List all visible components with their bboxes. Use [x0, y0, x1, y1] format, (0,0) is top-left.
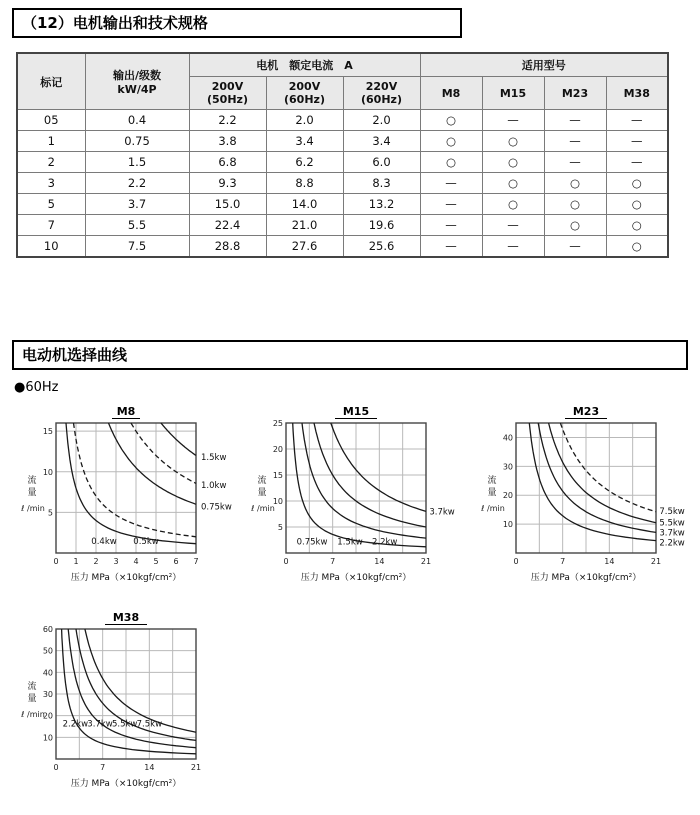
model-applicability-cell: ○	[420, 110, 482, 131]
current-cell: 3.4	[343, 131, 420, 152]
model-applicability-cell: —	[482, 236, 544, 258]
output-cell: 3.7	[85, 194, 189, 215]
output-cell: 2.2	[85, 173, 189, 194]
curve-label: 7.5kw	[659, 506, 685, 517]
svg-text:30: 30	[42, 690, 53, 699]
model-applicability-cell: ○	[482, 152, 544, 173]
y-axis-unit-label: ℓ /min	[21, 504, 45, 513]
spec-table	[16, 52, 669, 258]
chart-title: M8	[116, 405, 136, 418]
table-row	[17, 152, 668, 173]
curve-label: 1.5kw	[337, 537, 363, 548]
curve-label: 0.75kw	[201, 502, 232, 513]
col-header-applicable-models: 适用型号	[420, 53, 668, 77]
spec-table-body	[17, 110, 668, 258]
mark-cell: 05	[17, 110, 85, 131]
current-cell: 2.0	[266, 110, 343, 131]
current-cell: 2.0	[343, 110, 420, 131]
mark-cell: 2	[17, 152, 85, 173]
power-curve-7.5kw	[560, 423, 656, 512]
svg-text:6: 6	[173, 557, 179, 566]
current-cell: 6.8	[189, 152, 266, 173]
current-cell: 3.4	[266, 131, 343, 152]
col-header-mark: 标记	[17, 53, 85, 110]
svg-text:50: 50	[42, 646, 53, 656]
model-applicability-cell: —	[544, 152, 606, 173]
model-applicability-cell: ○	[544, 194, 606, 215]
chart-title: M15	[342, 405, 370, 418]
svg-text:60: 60	[42, 625, 53, 634]
curve-label: 3.7kw	[87, 719, 113, 730]
current-cell: 27.6	[266, 236, 343, 258]
svg-text:量: 量	[487, 488, 497, 498]
svg-text:20: 20	[272, 445, 283, 454]
current-cell: 14.0	[266, 194, 343, 215]
svg-text:10: 10	[272, 497, 283, 506]
svg-text:15: 15	[42, 427, 53, 437]
svg-text:7: 7	[330, 557, 336, 566]
svg-text:0: 0	[53, 557, 59, 566]
curve-label: 3.7kw	[659, 528, 685, 539]
curve-label: 0.5kw	[133, 536, 159, 547]
model-applicability-cell: —	[420, 236, 482, 258]
current-cell: 28.8	[189, 236, 266, 258]
svg-text:5: 5	[47, 508, 53, 518]
model-applicability-cell: —	[482, 215, 544, 236]
section-title-specs-text: （12）电机输出和技术规格	[22, 14, 208, 32]
curve-label: 5.5kw	[111, 719, 138, 730]
col-header-m8: M8	[420, 77, 482, 110]
power-curve-3.7kw	[331, 423, 426, 511]
curve-label: 7.5kw	[136, 719, 163, 730]
output-cell: 0.75	[85, 131, 189, 152]
table-row	[17, 131, 668, 152]
model-applicability-cell: ○	[420, 152, 482, 173]
mark-cell: 7	[17, 215, 85, 236]
power-curve-2.2kw	[62, 629, 196, 754]
charts-row-1	[20, 403, 688, 589]
output-cell: 5.5	[85, 215, 189, 236]
curve-label: 2.2kw	[659, 538, 685, 549]
power-curve-0.75kw	[109, 423, 197, 504]
y-axis-unit-label: ℓ /min	[21, 710, 45, 719]
table-row	[17, 194, 668, 215]
model-applicability-cell: ○	[606, 215, 668, 236]
current-cell: 3.8	[189, 131, 266, 152]
svg-text:14: 14	[144, 763, 155, 772]
y-axis-label: 流	[257, 476, 267, 486]
svg-text:20: 20	[502, 491, 513, 501]
svg-text:7: 7	[100, 763, 106, 772]
x-axis-label: 压力 MPa（×10kgf/cm²）	[70, 779, 182, 789]
model-applicability-cell: —	[606, 110, 668, 131]
spec-table-header	[17, 53, 668, 110]
curve-label: 2.2kw	[62, 719, 89, 730]
svg-text:40: 40	[42, 668, 53, 678]
model-applicability-cell: ○	[482, 194, 544, 215]
svg-text:10: 10	[42, 467, 53, 477]
model-applicability-cell: —	[420, 215, 482, 236]
mark-cell: 1	[17, 131, 85, 152]
current-cell: 6.2	[266, 152, 343, 173]
svg-text:5: 5	[277, 523, 283, 532]
curve-label: 1.5kw	[201, 453, 227, 464]
output-cell: 0.4	[85, 110, 189, 131]
power-curve-1.0kw	[131, 423, 196, 483]
svg-text:40: 40	[502, 433, 513, 443]
section-title-curves	[12, 340, 688, 370]
svg-text:量: 量	[27, 694, 37, 704]
svg-text:7: 7	[560, 557, 566, 566]
curve-label: 0.4kw	[91, 536, 117, 547]
current-cell: 8.3	[343, 173, 420, 194]
model-applicability-cell: ○	[606, 236, 668, 258]
model-applicability-cell: ○	[544, 215, 606, 236]
svg-text:21: 21	[190, 763, 202, 772]
table-row	[17, 110, 668, 131]
model-applicability-cell: —	[420, 173, 482, 194]
chart-m38	[20, 609, 236, 795]
svg-text:10: 10	[502, 520, 513, 530]
model-applicability-cell: —	[544, 110, 606, 131]
current-cell: 13.2	[343, 194, 420, 215]
table-row	[17, 215, 668, 236]
y-axis-label: 流	[487, 476, 497, 486]
col-header-m38: M38	[606, 77, 668, 110]
freq-label: ●60Hz	[14, 380, 59, 395]
current-cell: 19.6	[343, 215, 420, 236]
model-applicability-cell: —	[606, 152, 668, 173]
section-title-specs	[12, 8, 462, 38]
output-header-line1: 输出/级数	[112, 69, 162, 82]
table-row	[17, 236, 668, 258]
col-header-output	[85, 53, 189, 110]
power-curve-0.75kw	[293, 423, 426, 547]
svg-text:量: 量	[257, 488, 267, 498]
section-title-curves-text: 电动机选择曲线	[22, 346, 128, 364]
model-applicability-cell: ○	[482, 131, 544, 152]
x-axis-label: 压力 MPa（×10kgf/cm²）	[300, 573, 412, 583]
current-cell: 8.8	[266, 173, 343, 194]
col-header-motor-current: 电机 额定电流 A	[189, 53, 420, 77]
power-curve-2.2kw	[529, 423, 656, 541]
current-cell: 9.3	[189, 173, 266, 194]
curve-label: 5.5kw	[659, 518, 685, 529]
charts-row-2	[20, 609, 688, 795]
model-applicability-cell: ○	[544, 173, 606, 194]
svg-text:14: 14	[604, 557, 615, 566]
model-applicability-cell: ○	[606, 194, 668, 215]
col-header-voltage-220v-60hz: 220V (60Hz)	[343, 77, 420, 110]
chart-m15	[250, 403, 466, 589]
model-applicability-cell: ○	[606, 173, 668, 194]
svg-text:15: 15	[272, 471, 283, 480]
mark-cell: 3	[17, 173, 85, 194]
chart-svg-m8	[20, 403, 236, 589]
power-curve-1.5kw	[161, 423, 196, 456]
mark-cell: 10	[17, 236, 85, 258]
power-curve-7.5kw	[85, 629, 196, 732]
curve-label: 1.0kw	[201, 480, 227, 491]
col-header-voltage-200v-60hz: 200V (60Hz)	[266, 77, 343, 110]
output-cell: 7.5	[85, 236, 189, 258]
svg-text:1: 1	[73, 557, 79, 566]
svg-text:14: 14	[374, 557, 385, 566]
chart-svg-m23	[480, 403, 696, 589]
current-cell: 21.0	[266, 215, 343, 236]
current-cell: 25.6	[343, 236, 420, 258]
output-cell: 1.5	[85, 152, 189, 173]
model-applicability-cell: —	[606, 131, 668, 152]
col-header-m23: M23	[544, 77, 606, 110]
power-curve-3.7kw	[538, 423, 656, 532]
y-axis-label: 流	[27, 682, 37, 692]
svg-text:0: 0	[53, 763, 59, 772]
model-applicability-cell: ○	[482, 173, 544, 194]
curve-label: 3.7kw	[429, 507, 455, 518]
svg-text:30: 30	[502, 462, 513, 472]
chart-m8	[20, 403, 236, 589]
power-curve-1.5kw	[302, 423, 426, 538]
curve-label: 0.75kw	[296, 537, 328, 548]
svg-text:10: 10	[42, 733, 53, 743]
chart-title: M23	[572, 405, 600, 418]
model-applicability-cell: —	[482, 110, 544, 131]
table-row	[17, 173, 668, 194]
x-axis-label: 压力 MPa（×10kgf/cm²）	[70, 573, 182, 583]
model-applicability-cell: —	[420, 194, 482, 215]
power-curve-3.7kw	[68, 629, 196, 748]
x-axis-label: 压力 MPa（×10kgf/cm²）	[530, 573, 642, 583]
chart-svg-m38	[20, 609, 236, 795]
svg-text:4: 4	[133, 557, 139, 566]
svg-text:2: 2	[93, 557, 99, 566]
power-curve-5.5kw	[549, 423, 656, 523]
svg-text:21: 21	[420, 557, 432, 566]
curve-label: 2.2kw	[371, 537, 398, 548]
svg-text:21: 21	[650, 557, 662, 566]
svg-text:25: 25	[272, 419, 283, 428]
svg-text:量: 量	[27, 488, 37, 498]
col-header-m15: M15	[482, 77, 544, 110]
y-axis-unit-label: ℓ /min	[481, 504, 505, 513]
y-axis-label: 流	[27, 476, 37, 486]
model-applicability-cell: ○	[420, 131, 482, 152]
svg-text:3: 3	[113, 557, 119, 566]
output-header-line2: kW/4P	[117, 83, 157, 96]
model-applicability-cell: —	[544, 236, 606, 258]
model-applicability-cell: —	[544, 131, 606, 152]
svg-text:0: 0	[283, 557, 289, 566]
current-cell: 2.2	[189, 110, 266, 131]
chart-title: M38	[112, 611, 140, 624]
svg-text:5: 5	[153, 557, 159, 566]
svg-text:20: 20	[42, 711, 53, 721]
current-cell: 15.0	[189, 194, 266, 215]
col-header-voltage-200v-50hz: 200V (50Hz)	[189, 77, 266, 110]
current-cell: 6.0	[343, 152, 420, 173]
chart-m23	[480, 403, 696, 589]
svg-text:0: 0	[513, 557, 519, 566]
current-cell: 22.4	[189, 215, 266, 236]
y-axis-unit-label: ℓ /min	[251, 504, 275, 513]
mark-cell: 5	[17, 194, 85, 215]
chart-svg-m15	[250, 403, 466, 589]
svg-text:7: 7	[193, 557, 199, 566]
